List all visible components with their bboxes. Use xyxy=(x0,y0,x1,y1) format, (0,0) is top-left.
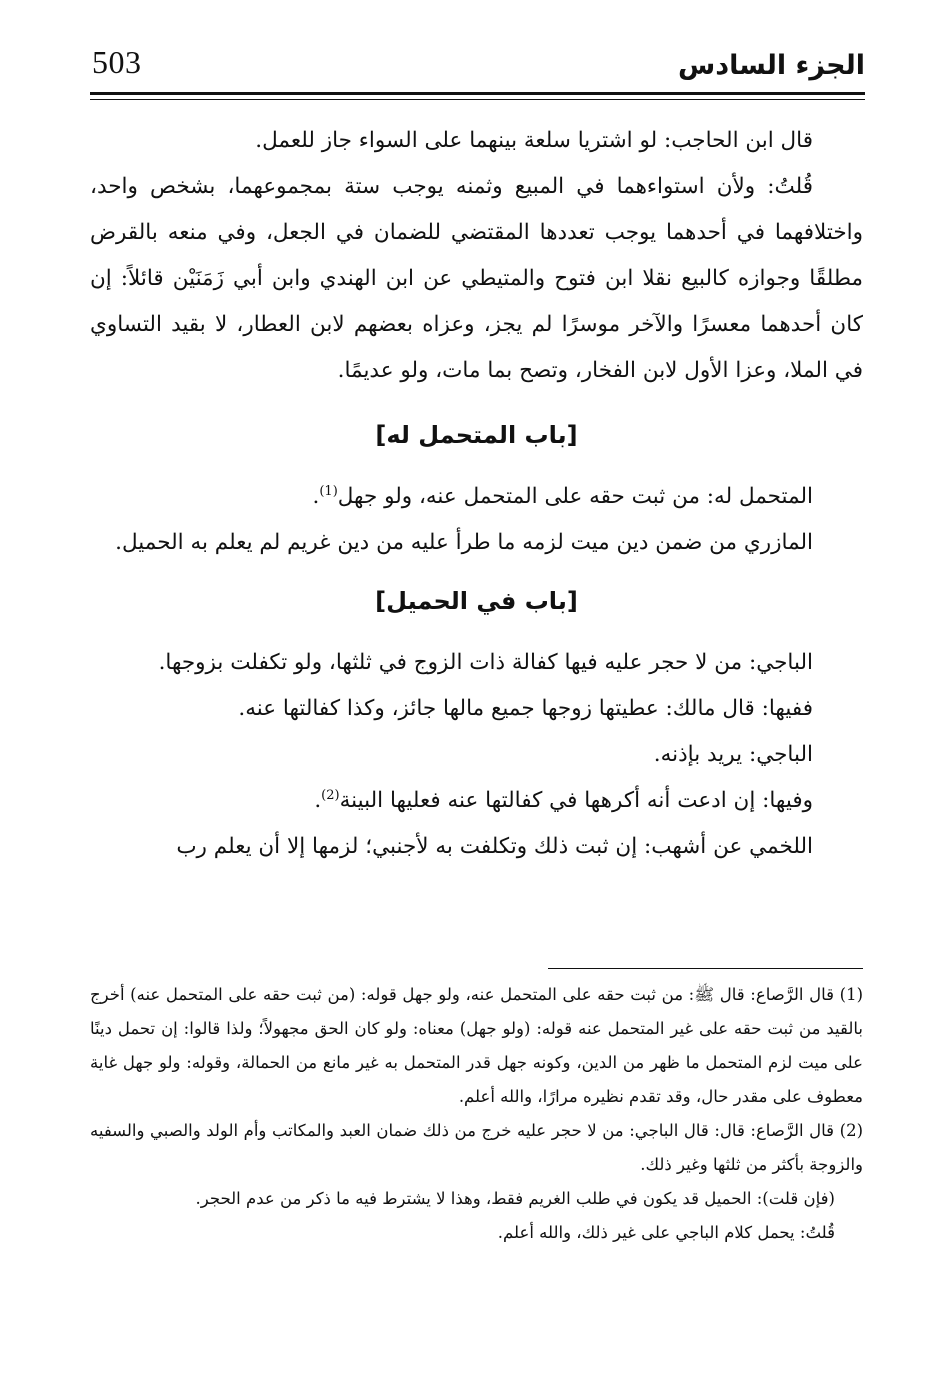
paragraph: ففيها: قال مالك: عطيتها زوجها جميع مالها جائز، وكذا كفالتها عنه. xyxy=(238,696,813,721)
paragraph: المازري من ضمن دين ميت لزمه ما طرأ عليه من دين غريم لم يعلم به الحميل. xyxy=(115,530,813,555)
paragraph: الباجي: من لا حجر عليه فيها كفالة ذات الزوج في ثلثها، ولو تكفلت بزوجها. xyxy=(158,650,813,675)
footnote-ref[interactable]: (2) xyxy=(321,787,340,803)
paragraph xyxy=(90,474,863,520)
paragraph-end: . xyxy=(312,484,320,509)
running-header xyxy=(90,40,865,90)
footnote-continuation: (فإن قلت): الحميل قد يكون في طلب الغريم فقط، وهذا لا يشترط فيه ما ذكر من عدم الحجر. xyxy=(195,1189,835,1208)
page-number: 503 xyxy=(92,44,142,80)
paragraph-end: . xyxy=(314,788,322,813)
paragraph xyxy=(90,778,863,824)
footnote: (1) قال الرَّصاع: قال ﷺ: من ثبت حقه على المتحمل عنه، ولو جهل قوله: (من ثبت حقه على المتحمل عنه) أخرج بالقيد من ثبت حقه على غير المتحمل عنه قوله: (ولو جهل) معناه: ولو كان الحق مجهولاً؛ ولذا قالوا: إن تحمل دينًا على ميت لزم المتحمل ما ظهر من الدين، وكونه جهل قدر المتحمل به غير مانع من الحمالة، وقوله: ولو جهل غاية معطوف على مقدر حال، وقد تقدم نظيره مرارًا، والله أعلم. xyxy=(90,985,863,1106)
header-rule-thin xyxy=(90,99,865,100)
footnote-ref[interactable]: (1) xyxy=(319,483,338,499)
footnotes xyxy=(90,978,863,1250)
paragraph: الباجي: يريد بإذنه. xyxy=(653,742,813,767)
section-heading: [باب في الحميل] xyxy=(375,587,578,615)
paragraph-text: وفيها: إن ادعت أنه أكرهها في كفالتها عنه فعليها البينة xyxy=(339,788,813,813)
paragraph: قال ابن الحاجب: لو اشتريا سلعة بينهما على السواء جاز للعمل. xyxy=(255,128,813,153)
paragraph: قُلتُ: ولأن استواءهما في المبيع وثمنه يوجب ستة بمجموعهما، بشخص واحد، واختلافهما في أحدهما يوجب تعددها المقتضي للضمان في الجعل، وفي منعه بالقرض مطلقًا وجوازه كالبيع نقلا ابن فتوح والمتيطي عن ابن الهندي وابن أبي زَمَنَيْن قائلاً: إن كان أحدهما معسرًا والآخر موسرًا لم يجز، وعزاه بعضهم لابن العطار، لا بقيد التساوي في الملا، وعزا الأول لابن الفخار، وتصح بما مات، ولو عديمًا. xyxy=(90,174,863,383)
footnote-separator xyxy=(548,968,863,969)
footnote: (2) قال الرَّصاع: قال: قال الباجي: من لا حجر عليه خرج من ذلك ضمان العبد والمكاتب وأم الولد والصبي والسفيه والزوجة بأكثر من ثلثها وغير ذلك. xyxy=(90,1121,863,1174)
paragraph: اللخمي عن أشهب: إن ثبت ذلك وتكلفت به لأجنبي؛ لزمها إلا أن يعلم رب xyxy=(176,834,813,859)
paragraph-text: المتحمل له: من ثبت حقه على المتحمل عنه، ولو جهل xyxy=(337,484,813,509)
section-heading: [باب المتحمل له] xyxy=(375,421,578,449)
main-text xyxy=(90,118,863,870)
footnote-continuation: قُلتُ: يحمل كلام الباجي على غير ذلك، والله أعلم. xyxy=(497,1223,835,1242)
header-rule-thick xyxy=(90,92,865,95)
running-title: الجزء السادس xyxy=(678,50,865,81)
